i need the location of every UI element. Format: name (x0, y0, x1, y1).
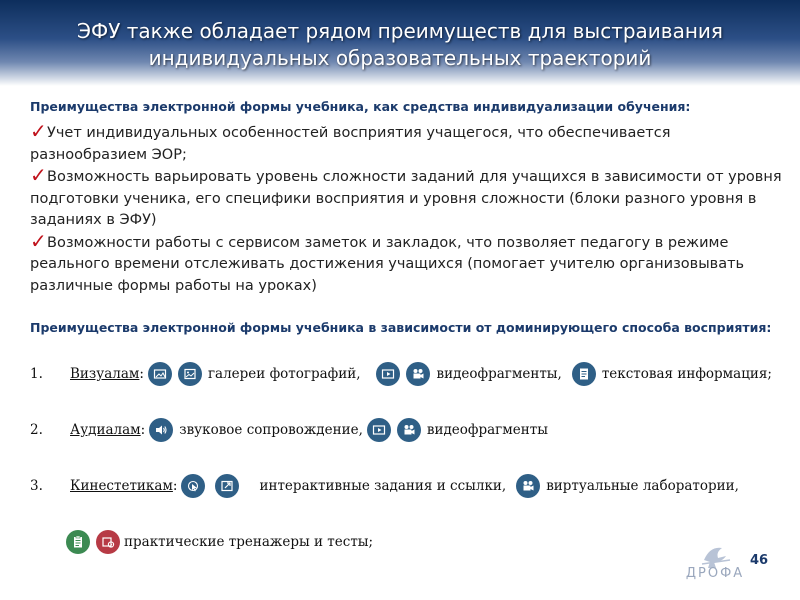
perception-row-kinesthetic (30, 472, 739, 500)
list-item (30, 163, 790, 232)
item-text: текстовая информация; (601, 366, 772, 382)
image-icon[interactable] (148, 362, 172, 386)
row-number: 2. (30, 422, 43, 438)
perception-row-kinesthetic-continued (66, 528, 373, 556)
item-text: виртуальные лаборатории, (546, 478, 739, 494)
perception-row-visual (30, 360, 772, 388)
section-heading-individualization: Преимущества электронной формы учебника, как средства индивидуализации обучения: (30, 99, 691, 114)
item-text: интерактивные задания и ссылки, (259, 478, 507, 494)
item-text: галереи фотографий, (207, 366, 361, 382)
category-colon: : (139, 366, 144, 382)
category-colon: : (172, 478, 178, 494)
video-icon[interactable] (376, 362, 400, 386)
camera-icon[interactable] (516, 474, 540, 498)
slide-header (0, 0, 800, 86)
checkmark-icon: ✓ (30, 119, 47, 143)
camera-icon[interactable] (397, 418, 421, 442)
perception-row-audial (30, 416, 548, 444)
category-label: Визуалам (70, 366, 140, 382)
item-text: звуковое сопровождение, (179, 422, 363, 438)
list-item (30, 119, 790, 166)
section-heading-perception: Преимущества электронной формы учебника в зависимости от доминирующего способа восприятия: (30, 320, 772, 335)
category-label: Аудиалам (70, 422, 141, 438)
advantages-list (30, 119, 790, 297)
test-icon[interactable] (66, 530, 90, 554)
document-icon[interactable] (572, 362, 596, 386)
video-icon[interactable] (367, 418, 391, 442)
category-label: Кинестетикам (70, 478, 173, 494)
checkmark-icon: ✓ (30, 163, 47, 187)
sound-icon[interactable] (149, 418, 173, 442)
checkmark-icon: ✓ (30, 228, 47, 253)
row-number: 3. (30, 478, 43, 494)
logo-text: ДРОФА (685, 566, 745, 581)
item-text: видеофрагменты, (436, 366, 562, 382)
item-text: практические тренажеры и тесты; (124, 534, 374, 550)
bullet-text: Возможности работы с сервисом заметок и закладок, что позволяет педагогу в режиме реального времени отслеживать достижения учащихся (помогает учителю организовывать различные формы работы на уроках) (30, 234, 745, 294)
category-colon: : (140, 422, 146, 438)
item-text: видеофрагменты (426, 422, 548, 438)
trainer-icon[interactable] (96, 530, 120, 554)
row-number: 1. (30, 366, 43, 382)
bullet-text: Учет индивидуальных особенностей восприятия учащегося, что обеспечивается разнообразием ЭОР; (30, 125, 671, 163)
list-item (30, 228, 790, 298)
camera-icon[interactable] (406, 362, 430, 386)
page-number: 46 (750, 553, 769, 568)
interactive-icon[interactable] (181, 474, 205, 498)
gallery-icon[interactable] (178, 362, 202, 386)
slide-title: ЭФУ также обладает рядом преимуществ для выстраивания индивидуальных образовательных траекторий (77, 19, 723, 70)
bullet-text: Возможность варьировать уровень сложности заданий для учащихся в зависимости от уровня подготовки ученика, его специфики восприятия и уровня сложности (блоки разного уровня в заданиях в ЭФУ) (30, 169, 782, 228)
link-icon[interactable] (215, 474, 239, 498)
